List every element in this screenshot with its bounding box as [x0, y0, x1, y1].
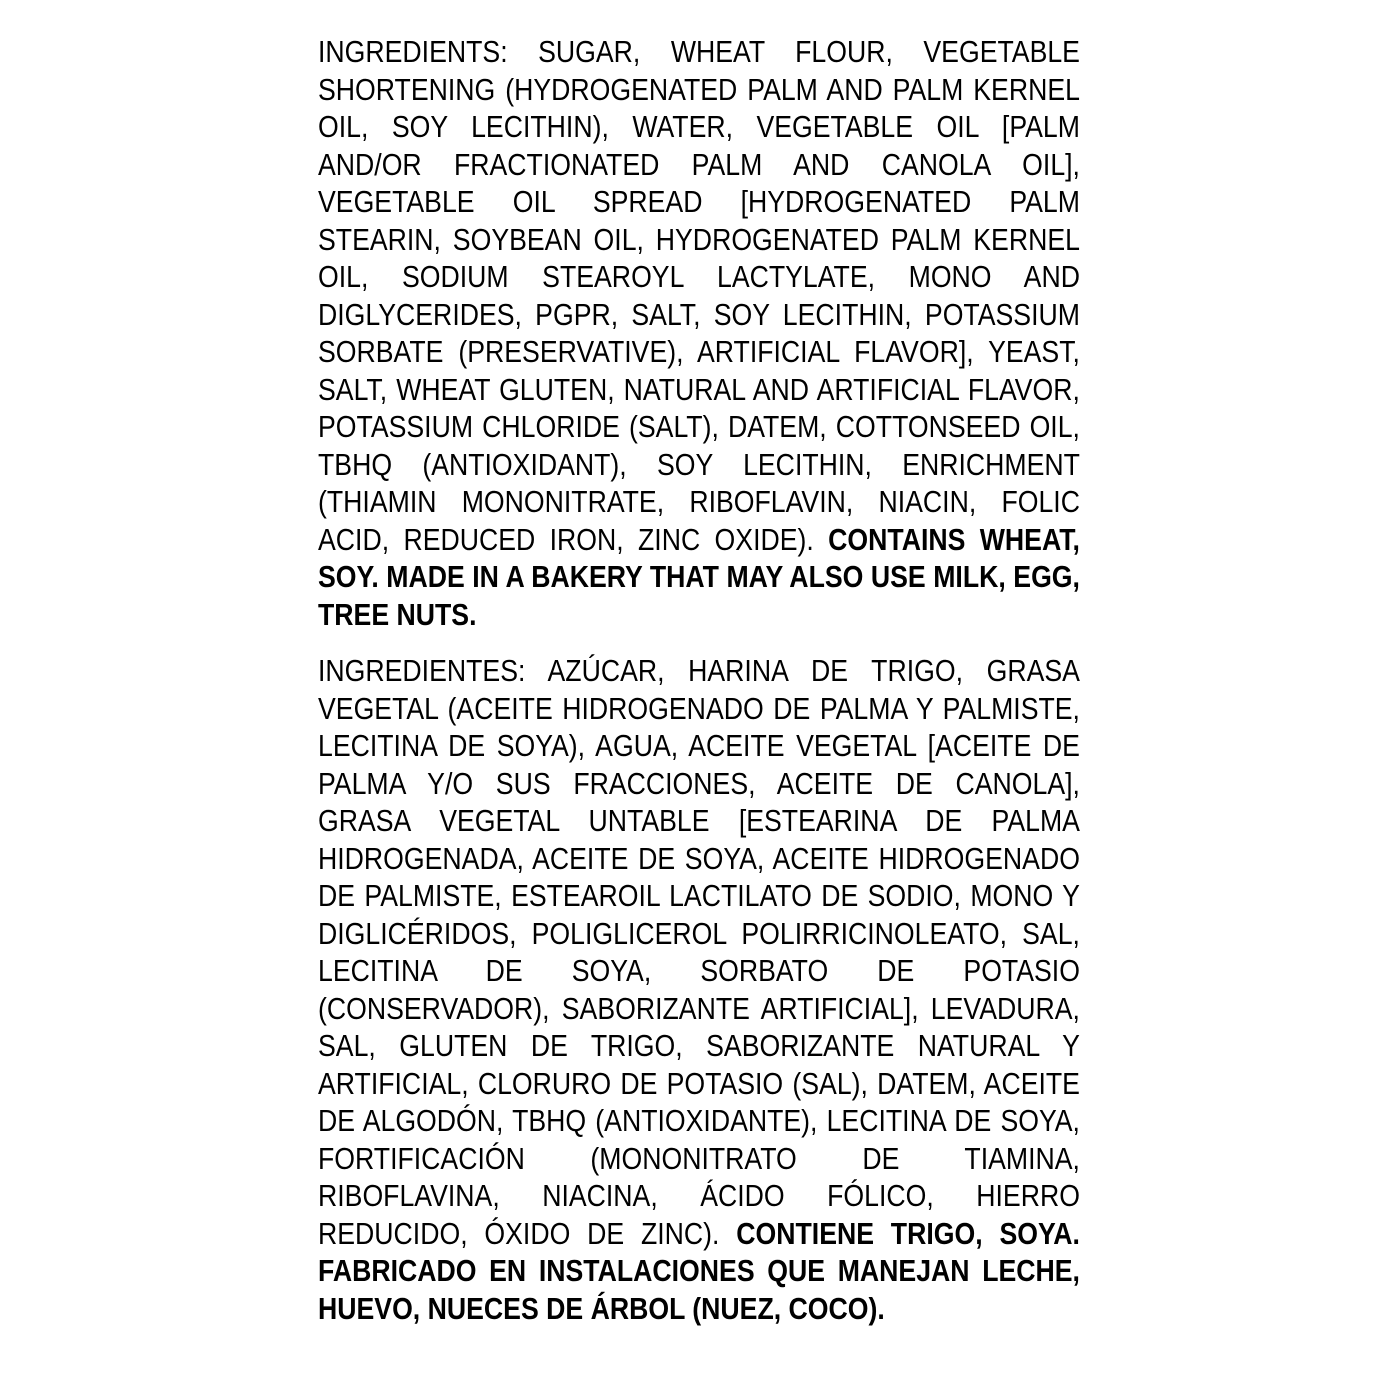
spanish-ingredients-text: INGREDIENTES: AZÚCAR, HARINA DE TRIGO, GRASA VEGETAL (ACEITE HIDROGENADO DE PALMA Y PALMISTE, LECITINA DE SOYA), AGUA, ACEITE VEGETAL [ACEITE DE PALMA Y/O SUS FRACCIONES, ACEITE DE CANOLA], GRASA VEGETAL UNTABLE [ESTEARINA DE PALMA HIDROGENADA, ACEITE DE SOYA, ACEITE HIDROGENADO DE PALMISTE, ESTEAROIL LACTILATO DE SODIO, MONO Y DIGLICÉRIDOS, POLIGLICEROL POLIRRICINOLEATO, SAL, LECITINA DE SOYA, SORBATO DE POTASIO (CONSERVADOR), SABORIZANTE ARTIFICIAL], LEVADURA, SAL, GLUTEN DE TRIGO, SABORIZANTE NATURAL Y ARTIFICIAL, CLORURO DE POTASIO (SAL), DATEM, ACEITE DE ALGODÓN, TBHQ (ANTIOXIDANTE), LECITINA DE SOYA, FORTIFICACIÓN (MONONITRATO DE TIAMINA, RIBOFLAVINA, NIACINA, ÁCIDO FÓLICO, HIERRO REDUCIDO, ÓXIDO DE ZINC).	[318, 653, 1080, 1251]
english-allergen-statement: CONTAINS WHEAT, SOY. MADE IN A BAKERY THAT MAY ALSO USE MILK, EGG, TREE NUTS.	[318, 521, 1080, 632]
spanish-ingredients-block	[318, 652, 1080, 1327]
english-ingredients-text: INGREDIENTS: SUGAR, WHEAT FLOUR, VEGETABLE SHORTENING (HYDROGENATED PALM AND PALM KERNEL OIL, SOY LECITHIN), WATER, VEGETABLE OIL [PALM AND/OR FRACTIONATED PALM AND CANOLA OIL], VEGETABLE OIL SPREAD [HYDROGENATED PALM STEARIN, SOYBEAN OIL, HYDROGENATED PALM KERNEL OIL, SODIUM STEAROYL LACTYLATE, MONO AND DIGLYCERIDES, PGPR, SALT, SOY LECITHIN, POTASSIUM SORBATE (PRESERVATIVE), ARTIFICIAL FLAVOR], YEAST, SALT, WHEAT GLUTEN, NATURAL AND ARTIFICIAL FLAVOR, POTASSIUM CHLORIDE (SALT), DATEM, COTTONSEED OIL, TBHQ (ANTIOXIDANT), SOY LECITHIN, ENRICHMENT (THIAMIN MONONITRATE, RIBOFLAVIN, NIACIN, FOLIC ACID, REDUCED IRON, ZINC OXIDE).	[318, 34, 1080, 557]
english-ingredients-block	[318, 33, 1080, 633]
ingredients-label	[318, 33, 1080, 1327]
spanish-allergen-statement: CONTIENE TRIGO, SOYA. FABRICADO EN INSTALACIONES QUE MANEJAN LECHE, HUEVO, NUECES DE ÁRBOL (NUEZ, COCO).	[318, 1215, 1080, 1326]
